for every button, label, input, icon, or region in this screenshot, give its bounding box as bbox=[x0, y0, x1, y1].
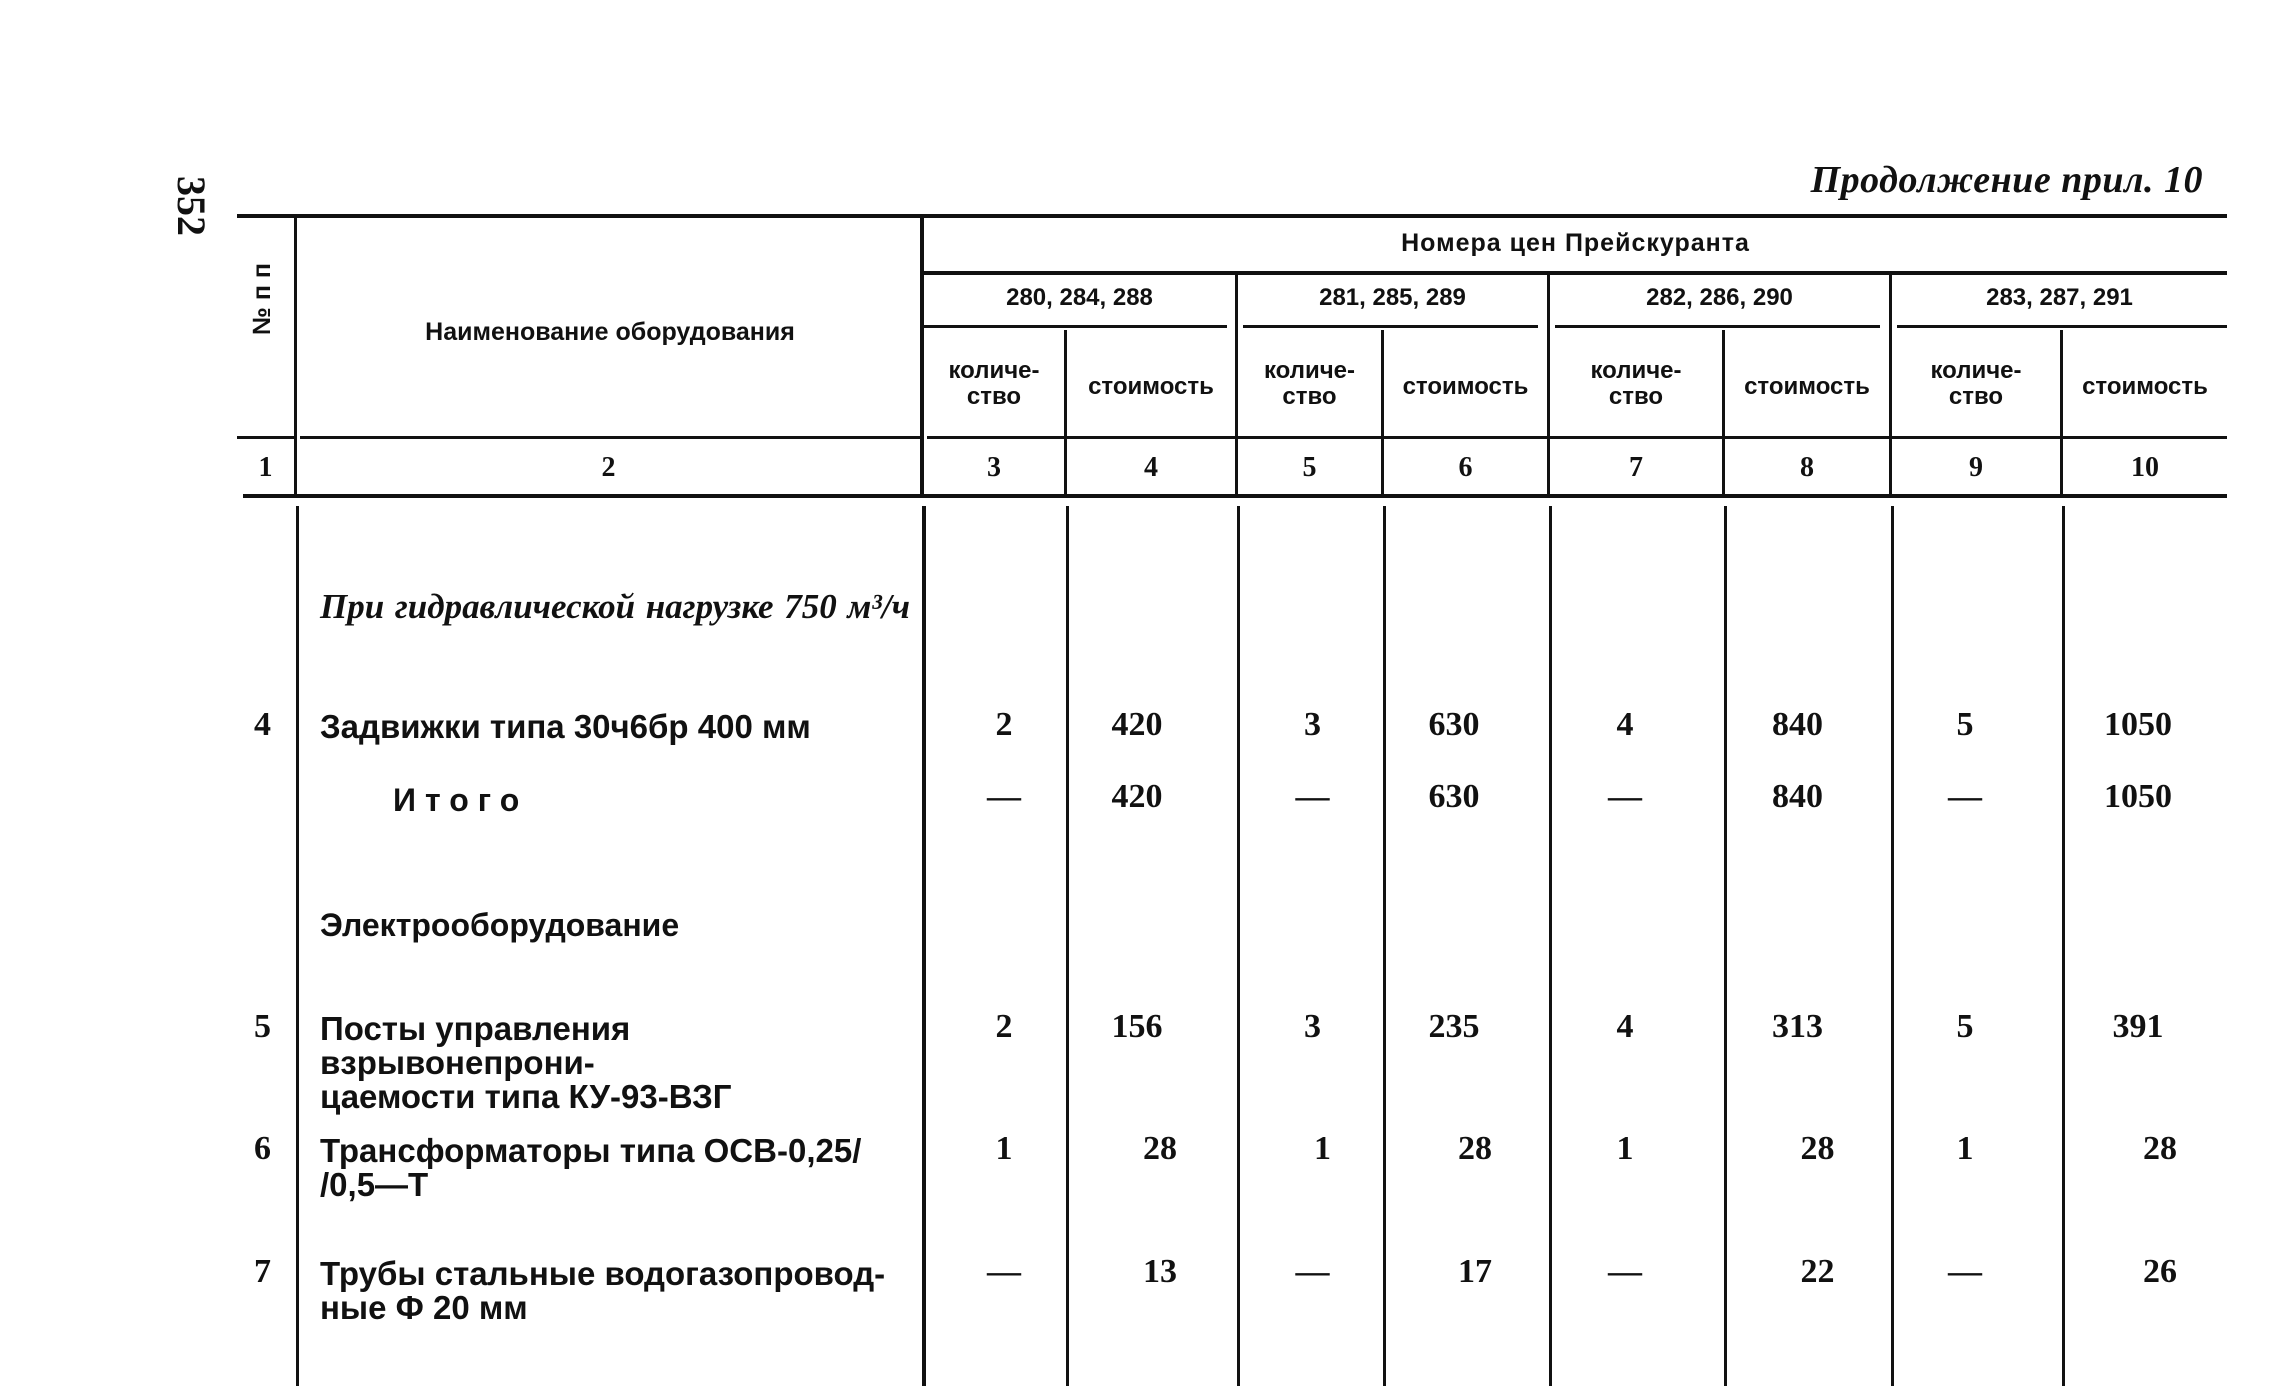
quantity-header: количе- ство bbox=[1590, 357, 1682, 410]
cost-header: стоимость bbox=[1402, 373, 1529, 400]
group-header: 281, 285, 289 bbox=[1319, 284, 1466, 311]
continuation-caption: Продолжение прил. 10 bbox=[1810, 159, 2203, 201]
equipment-name: Трансформаторы типа ОСВ-0,25/ /0,5—Т bbox=[320, 1132, 862, 1203]
cost-header: стоимость bbox=[2082, 373, 2208, 400]
column-number: 5 bbox=[1302, 452, 1317, 483]
cell-value: 1050 bbox=[2104, 778, 2172, 815]
cell-value: 2 bbox=[995, 706, 1013, 743]
cell-value: 1 bbox=[1616, 1130, 1634, 1167]
column-number: 6 bbox=[1458, 452, 1473, 483]
equipment-name: Посты управления взрывонепрони- цаемости типа КУ-93-ВЗГ bbox=[320, 1010, 732, 1115]
cell-value: 420 bbox=[1111, 706, 1163, 743]
quantity-header: количе- ство bbox=[1263, 357, 1356, 410]
equipment-name: Трубы стальные водогазопровод- ные Ф 20 мм bbox=[320, 1255, 886, 1326]
column-number: 1 bbox=[258, 452, 273, 483]
cell-value: 13 bbox=[1143, 1253, 1177, 1290]
cell-value: 4 bbox=[1616, 706, 1634, 743]
cell-value: 1 bbox=[995, 1130, 1013, 1167]
cell-value: — bbox=[1608, 1253, 1642, 1290]
cell-value: 235 bbox=[1428, 1008, 1480, 1045]
cell-value: 156 bbox=[1111, 1008, 1163, 1045]
cell-value: 1 bbox=[1956, 1130, 1974, 1167]
equipment-name: Задвижки типа 30ч6бр 400 мм bbox=[320, 708, 811, 745]
cell-value: — bbox=[1948, 778, 1982, 815]
cell-value: 3 bbox=[1304, 706, 1321, 743]
group-header: 283, 287, 291 bbox=[1986, 284, 2133, 311]
cell-value: 17 bbox=[1458, 1253, 1492, 1290]
cell-value: 5 bbox=[1956, 1008, 1974, 1045]
cell-value: — bbox=[1295, 1253, 1330, 1290]
row-number: 7 bbox=[254, 1253, 271, 1290]
cell-value: 630 bbox=[1428, 706, 1480, 743]
cell-value: 28 bbox=[1143, 1130, 1177, 1167]
price-numbers-header: Номера цен Прейскуранта bbox=[1401, 229, 1750, 257]
cell-value: 28 bbox=[1458, 1130, 1492, 1167]
cell-value: — bbox=[1295, 778, 1330, 815]
row-number: 5 bbox=[254, 1008, 271, 1045]
cost-header: стоимость bbox=[1744, 373, 1870, 400]
name-column-header: Наименование оборудования bbox=[425, 318, 795, 346]
group-header: 280, 284, 288 bbox=[1006, 284, 1153, 311]
cell-value: 2 bbox=[995, 1008, 1013, 1045]
section-heading: Электрооборудование bbox=[320, 907, 680, 943]
column-number: 2 bbox=[601, 452, 616, 483]
cost-header: стоимость bbox=[1088, 373, 1214, 400]
cell-value: — bbox=[987, 778, 1021, 815]
cell-value: 1050 bbox=[2104, 706, 2172, 743]
page-number: 352 bbox=[169, 176, 214, 236]
column-number: 4 bbox=[1144, 452, 1158, 483]
column-number: 3 bbox=[987, 452, 1001, 483]
cell-value: 1 bbox=[1314, 1130, 1331, 1167]
cell-value: 391 bbox=[2112, 1008, 2164, 1045]
row-number: 6 bbox=[254, 1130, 271, 1167]
cell-value: 3 bbox=[1304, 1008, 1321, 1045]
cell-value: 630 bbox=[1428, 778, 1480, 815]
column-number: 8 bbox=[1800, 452, 1814, 483]
group-header: 282, 286, 290 bbox=[1646, 284, 1793, 311]
cell-value: 5 bbox=[1956, 706, 1974, 743]
cell-value: 840 bbox=[1772, 706, 1823, 743]
cell-value: 22 bbox=[1800, 1253, 1835, 1290]
cell-value: 28 bbox=[1800, 1130, 1835, 1167]
column-number: 10 bbox=[2131, 452, 2159, 483]
cell-value: — bbox=[987, 1253, 1021, 1290]
cell-value: — bbox=[1948, 1253, 1982, 1290]
cell-value: 840 bbox=[1772, 778, 1823, 815]
cell-value: 313 bbox=[1772, 1008, 1823, 1045]
row-number-header: № п п bbox=[248, 263, 276, 335]
cell-value: 26 bbox=[2143, 1253, 2177, 1290]
row-number: 4 bbox=[254, 706, 271, 743]
quantity-header: количе- ство bbox=[948, 357, 1040, 410]
quantity-header: количе- ство bbox=[1930, 357, 2022, 410]
column-number: 9 bbox=[1969, 452, 1983, 483]
cell-value: 4 bbox=[1616, 1008, 1634, 1045]
column-number: 7 bbox=[1629, 452, 1643, 483]
cell-value: 420 bbox=[1111, 778, 1163, 815]
total-label: Итого bbox=[393, 782, 529, 818]
cell-value: — bbox=[1608, 778, 1642, 815]
section-heading: При гидравлической нагрузке 750 м³/ч bbox=[320, 587, 910, 626]
cell-value: 28 bbox=[2143, 1130, 2177, 1167]
